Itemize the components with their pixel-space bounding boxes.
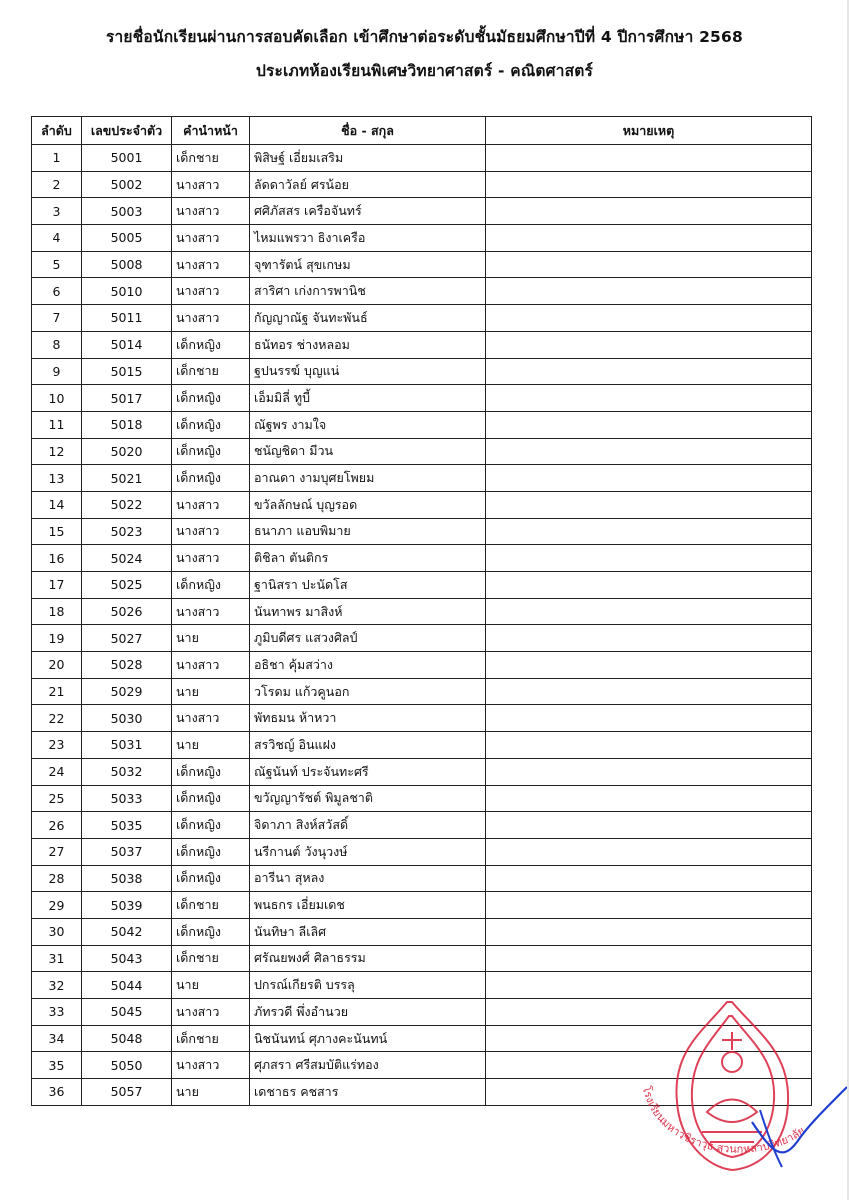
table-row xyxy=(32,545,812,572)
table-row xyxy=(32,145,812,172)
row-prefix: เด็กหญิง xyxy=(172,785,250,812)
row-prefix: เด็กชาย xyxy=(172,358,250,385)
row-id: 5028 xyxy=(82,652,172,679)
row-id: 5003 xyxy=(82,198,172,225)
row-note xyxy=(486,305,812,332)
table-header-row xyxy=(32,117,812,145)
header-id: เลขประจำตัว xyxy=(82,117,172,145)
row-name: นรีกานต์ วังนุวงษ์ xyxy=(250,838,486,865)
row-no: 35 xyxy=(32,1052,82,1079)
row-note xyxy=(486,918,812,945)
row-no: 5 xyxy=(32,251,82,278)
row-name: ติชิลา ตันติกร xyxy=(250,545,486,572)
row-note xyxy=(486,732,812,759)
row-prefix: เด็กหญิง xyxy=(172,385,250,412)
row-note xyxy=(486,171,812,198)
row-name: พนธกร เอี่ยมเดช xyxy=(250,892,486,919)
row-no: 11 xyxy=(32,411,82,438)
row-no: 23 xyxy=(32,732,82,759)
row-id: 5001 xyxy=(82,145,172,172)
row-prefix: นางสาว xyxy=(172,225,250,252)
row-no: 7 xyxy=(32,305,82,332)
row-prefix: นาย xyxy=(172,732,250,759)
row-id: 5043 xyxy=(82,945,172,972)
row-name: ธนัทอร ช่างหลอม xyxy=(250,331,486,358)
table-row xyxy=(32,865,812,892)
table-row xyxy=(32,918,812,945)
row-prefix: นางสาว xyxy=(172,1052,250,1079)
row-no: 26 xyxy=(32,812,82,839)
row-no: 21 xyxy=(32,678,82,705)
row-name: ไหมแพรวา ธิงาเครือ xyxy=(250,225,486,252)
row-no: 15 xyxy=(32,518,82,545)
row-note xyxy=(486,652,812,679)
signature-stroke xyxy=(752,1087,847,1152)
row-id: 5022 xyxy=(82,491,172,518)
row-id: 5042 xyxy=(82,918,172,945)
row-id: 5031 xyxy=(82,732,172,759)
row-id: 5035 xyxy=(82,812,172,839)
row-prefix: เด็กหญิง xyxy=(172,572,250,599)
row-note xyxy=(486,625,812,652)
row-id: 5050 xyxy=(82,1052,172,1079)
row-note xyxy=(486,411,812,438)
table-row xyxy=(32,652,812,679)
row-no: 19 xyxy=(32,625,82,652)
row-id: 5039 xyxy=(82,892,172,919)
row-note xyxy=(486,278,812,305)
row-no: 8 xyxy=(32,331,82,358)
row-id: 5015 xyxy=(82,358,172,385)
row-prefix: เด็กหญิง xyxy=(172,465,250,492)
row-name: สรวิชญ์ อินแฝง xyxy=(250,732,486,759)
row-prefix: เด็กหญิง xyxy=(172,758,250,785)
row-note xyxy=(486,518,812,545)
row-id: 5057 xyxy=(82,1079,172,1106)
table-row xyxy=(32,758,812,785)
row-name: นิชนันทน์ ศุภางคะนันทน์ xyxy=(250,1025,486,1052)
row-note xyxy=(486,145,812,172)
row-name: อาณดา งามบุศยโพยม xyxy=(250,465,486,492)
row-no: 10 xyxy=(32,385,82,412)
row-note xyxy=(486,491,812,518)
table-row xyxy=(32,358,812,385)
row-no: 32 xyxy=(32,972,82,999)
row-no: 6 xyxy=(32,278,82,305)
row-note xyxy=(486,945,812,972)
row-name: เดชาธร คชสาร xyxy=(250,1079,486,1106)
row-note xyxy=(486,545,812,572)
row-id: 5045 xyxy=(82,999,172,1026)
row-note xyxy=(486,598,812,625)
table-row xyxy=(32,198,812,225)
row-name: ณัฐพร งามใจ xyxy=(250,411,486,438)
row-no: 27 xyxy=(32,838,82,865)
row-prefix: นางสาว xyxy=(172,278,250,305)
row-no: 25 xyxy=(32,785,82,812)
row-id: 5030 xyxy=(82,705,172,732)
row-name: เอ็มมิลี่ ทูบี้ xyxy=(250,385,486,412)
row-name: ศรัณยพงศ์ ศิลาธรรม xyxy=(250,945,486,972)
row-name: ปกรณ์เกียรติ บรรลุ xyxy=(250,972,486,999)
row-prefix: เด็กหญิง xyxy=(172,918,250,945)
row-note xyxy=(486,251,812,278)
row-name: ภัทรวดี พึ่งอำนวย xyxy=(250,999,486,1026)
row-id: 5027 xyxy=(82,625,172,652)
row-name: นันทาพร มาสิงห์ xyxy=(250,598,486,625)
row-no: 2 xyxy=(32,171,82,198)
row-name: ลัดดาวัลย์ ศรน้อย xyxy=(250,171,486,198)
row-id: 5026 xyxy=(82,598,172,625)
row-prefix: นาย xyxy=(172,678,250,705)
table-row xyxy=(32,411,812,438)
row-no: 36 xyxy=(32,1079,82,1106)
row-prefix: เด็กชาย xyxy=(172,892,250,919)
school-seal-stamp xyxy=(632,992,849,1192)
header-name: ชื่อ - สกุล xyxy=(250,117,486,145)
row-prefix: นางสาว xyxy=(172,598,250,625)
row-name: ฐปนรรฆ์ บุญแน่ xyxy=(250,358,486,385)
table-row xyxy=(32,625,812,652)
row-no: 22 xyxy=(32,705,82,732)
row-note xyxy=(486,812,812,839)
row-no: 18 xyxy=(32,598,82,625)
row-no: 34 xyxy=(32,1025,82,1052)
table-row xyxy=(32,331,812,358)
row-name: ฐานิสรา ปะนัดโส xyxy=(250,572,486,599)
table-row xyxy=(32,892,812,919)
row-name: ธนาภา แอบพิมาย xyxy=(250,518,486,545)
row-note xyxy=(486,331,812,358)
row-id: 5018 xyxy=(82,411,172,438)
row-note xyxy=(486,465,812,492)
row-prefix: เด็กหญิง xyxy=(172,331,250,358)
row-name: นันทิษา ลีเลิศ xyxy=(250,918,486,945)
row-prefix: นางสาว xyxy=(172,545,250,572)
row-prefix: เด็กหญิง xyxy=(172,865,250,892)
table-row xyxy=(32,572,812,599)
row-note xyxy=(486,198,812,225)
row-no: 16 xyxy=(32,545,82,572)
table-row xyxy=(32,305,812,332)
row-note xyxy=(486,358,812,385)
table-row xyxy=(32,678,812,705)
row-name: ภูมิบดีศร แสวงศิลป์ xyxy=(250,625,486,652)
row-prefix: นางสาว xyxy=(172,305,250,332)
table-row xyxy=(32,171,812,198)
row-name: ขวัลลักษณ์ บุญรอด xyxy=(250,491,486,518)
row-no: 33 xyxy=(32,999,82,1026)
document-title: รายชื่อนักเรียนผ่านการสอบคัดเลือก เข้าศึกษาต่อระดับชั้นมัธยมศึกษาปีที่ 4 ปีการศึกษา 2568 xyxy=(105,28,744,46)
row-prefix: นางสาว xyxy=(172,198,250,225)
row-id: 5048 xyxy=(82,1025,172,1052)
row-id: 5017 xyxy=(82,385,172,412)
row-name: ชนัญชิดา มีวน xyxy=(250,438,486,465)
row-prefix: นางสาว xyxy=(172,251,250,278)
table-row xyxy=(32,438,812,465)
row-prefix: นาย xyxy=(172,625,250,652)
row-prefix: เด็กหญิง xyxy=(172,411,250,438)
header-prefix: คำนำหน้า xyxy=(172,117,250,145)
row-no: 3 xyxy=(32,198,82,225)
table-row xyxy=(32,945,812,972)
table-row xyxy=(32,598,812,625)
table-row xyxy=(32,278,812,305)
seal-text: โรงเรียนมหาวชิราวุธ สวนกุหลาบวิทยาลัย xyxy=(639,1084,808,1156)
row-name: วโรดม แก้วคูนอก xyxy=(250,678,486,705)
row-no: 14 xyxy=(32,491,82,518)
row-prefix: นาย xyxy=(172,1079,250,1106)
row-prefix: นาย xyxy=(172,972,250,999)
row-id: 5032 xyxy=(82,758,172,785)
row-id: 5029 xyxy=(82,678,172,705)
row-name: อารีนา สุหลง xyxy=(250,865,486,892)
table-body xyxy=(32,145,812,1106)
row-prefix: เด็กชาย xyxy=(172,945,250,972)
row-name: สาริศา เก่งการพานิช xyxy=(250,278,486,305)
row-name: จิดาภา สิงห์สวัสดิ์ xyxy=(250,812,486,839)
row-no: 13 xyxy=(32,465,82,492)
row-no: 24 xyxy=(32,758,82,785)
row-note xyxy=(486,572,812,599)
row-prefix: นางสาว xyxy=(172,491,250,518)
table-row xyxy=(32,491,812,518)
row-id: 5044 xyxy=(82,972,172,999)
row-no: 17 xyxy=(32,572,82,599)
header-note: หมายเหตุ xyxy=(486,117,812,145)
row-id: 5002 xyxy=(82,171,172,198)
document-subtitle: ประเภทห้องเรียนพิเศษวิทยาศาสตร์ - คณิตศาสตร์ xyxy=(255,62,594,80)
row-id: 5005 xyxy=(82,225,172,252)
row-name: พิสิษฐ์ เอี่ยมเสริม xyxy=(250,145,486,172)
table-row xyxy=(32,251,812,278)
row-name: พัทธมน ห้าหวา xyxy=(250,705,486,732)
table-row xyxy=(32,812,812,839)
row-no: 4 xyxy=(32,225,82,252)
row-id: 5024 xyxy=(82,545,172,572)
row-no: 30 xyxy=(32,918,82,945)
row-id: 5037 xyxy=(82,838,172,865)
row-name: อธิชา คุ้มสว่าง xyxy=(250,652,486,679)
table-row xyxy=(32,518,812,545)
student-roster-table xyxy=(31,116,812,1106)
row-name: ศศิภัสสร เครือจันทร์ xyxy=(250,198,486,225)
row-prefix: เด็กชาย xyxy=(172,1025,250,1052)
row-no: 1 xyxy=(32,145,82,172)
row-id: 5038 xyxy=(82,865,172,892)
row-note xyxy=(486,385,812,412)
header-no: ลำดับ xyxy=(32,117,82,145)
row-note xyxy=(486,438,812,465)
table-row xyxy=(32,465,812,492)
row-note xyxy=(486,705,812,732)
row-no: 9 xyxy=(32,358,82,385)
row-id: 5023 xyxy=(82,518,172,545)
row-note xyxy=(486,785,812,812)
row-note xyxy=(486,758,812,785)
row-note xyxy=(486,892,812,919)
row-note xyxy=(486,678,812,705)
row-note xyxy=(486,865,812,892)
table-row xyxy=(32,385,812,412)
row-id: 5010 xyxy=(82,278,172,305)
row-id: 5021 xyxy=(82,465,172,492)
row-id: 5033 xyxy=(82,785,172,812)
row-no: 29 xyxy=(32,892,82,919)
row-id: 5025 xyxy=(82,572,172,599)
row-no: 31 xyxy=(32,945,82,972)
row-no: 20 xyxy=(32,652,82,679)
row-prefix: นางสาว xyxy=(172,999,250,1026)
row-prefix: นางสาว xyxy=(172,705,250,732)
row-id: 5020 xyxy=(82,438,172,465)
table-row xyxy=(32,838,812,865)
table-row xyxy=(32,705,812,732)
row-prefix: เด็กหญิง xyxy=(172,438,250,465)
row-prefix: นางสาว xyxy=(172,652,250,679)
row-no: 28 xyxy=(32,865,82,892)
row-name: จุฑารัตน์ สุขเกษม xyxy=(250,251,486,278)
row-name: ขวัญญารัชต์ พิมูลชาติ xyxy=(250,785,486,812)
table-row xyxy=(32,225,812,252)
row-prefix: นางสาว xyxy=(172,171,250,198)
row-note xyxy=(486,838,812,865)
row-prefix: นางสาว xyxy=(172,518,250,545)
row-name: ณัฐนันท์ ประจันทะศรี xyxy=(250,758,486,785)
row-prefix: เด็กหญิง xyxy=(172,838,250,865)
row-no: 12 xyxy=(32,438,82,465)
row-name: กัญญาณัฐ จันทะพันธ์ xyxy=(250,305,486,332)
row-id: 5008 xyxy=(82,251,172,278)
row-note xyxy=(486,225,812,252)
row-prefix: เด็กชาย xyxy=(172,145,250,172)
row-name: ศุภสรา ศรีสมบัติแร่ทอง xyxy=(250,1052,486,1079)
row-id: 5014 xyxy=(82,331,172,358)
row-prefix: เด็กหญิง xyxy=(172,812,250,839)
table-row xyxy=(32,732,812,759)
table-row xyxy=(32,785,812,812)
row-id: 5011 xyxy=(82,305,172,332)
